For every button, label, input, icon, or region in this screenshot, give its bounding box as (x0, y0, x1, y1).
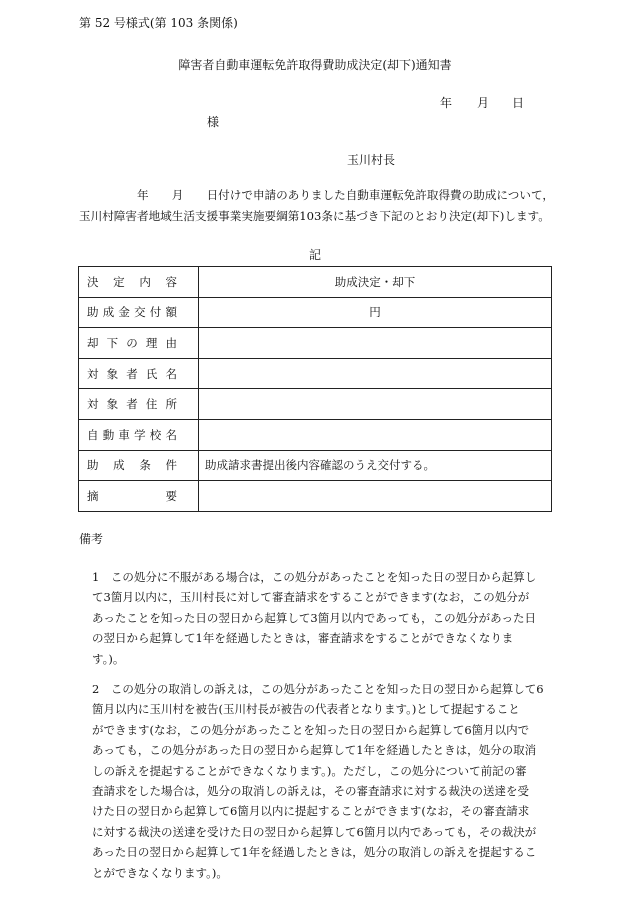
label-char: 付 (149, 305, 162, 320)
row-label-text (87, 396, 177, 412)
table-row (79, 267, 552, 298)
row-label-text (87, 335, 177, 351)
note-line: とができなくなります。)。 (92, 865, 228, 880)
note-line: に対する裁決の送達を受けた日の翌日から起算して6箇月以内であっても，その裁決が (92, 824, 537, 839)
row-label (79, 389, 199, 420)
row-label (79, 481, 199, 512)
row-label (79, 450, 199, 481)
body-line-2: 玉川村障害者地域生活支援事業実施要綱第103条に基づき下記のとおり決定(却下)します。 (79, 209, 550, 223)
label-char: の (126, 335, 138, 350)
note-line: けた日の翌日から起算して6箇月以内に提起することができます(なお，その審査請求 (92, 804, 530, 819)
label-char: 助 (87, 305, 99, 320)
label-char: 車 (118, 427, 130, 442)
row-label-text (87, 304, 177, 320)
row-value (199, 358, 552, 389)
label-char: 定 (113, 274, 125, 289)
table-row (79, 358, 552, 389)
label-char: 金 (118, 305, 130, 320)
note-line: あった日の翌日から起算して1年を経過したときは，処分の取消しの訴えを提起するこ (92, 845, 537, 860)
note-line: あっても，この処分があった日の翌日から起算して1年を経過したときは，処分の取消 (92, 743, 537, 758)
remarks-heading: 備考 (79, 532, 104, 546)
note-line: あったことを知った日の翌日から起算して3箇月以内であっても，この処分があった日 (92, 610, 536, 625)
label-char: 却 (87, 335, 99, 350)
row-value (199, 481, 552, 512)
label-char: 名 (165, 427, 177, 442)
note-line: の翌日から起算して1年を経過したときは，審査請求をすることができなくなりま (92, 631, 514, 646)
row-value: 円 (199, 297, 552, 328)
row-value (199, 389, 552, 420)
label-char: 象 (106, 397, 119, 412)
body-line-1: 年 月 日付けで申請のありました自動車運転免許取得費の助成について， (137, 188, 554, 202)
note-1 (92, 567, 536, 669)
label-char: 決 (87, 274, 99, 289)
row-label-text (87, 488, 177, 504)
label-char: 成 (102, 305, 115, 320)
label-char: 氏 (145, 366, 158, 381)
table-row (79, 389, 552, 420)
note-line: 箇月以内に玉川村を被告(玉川村長が被告の代表者となります。)として提起すること (92, 702, 520, 717)
label-char: 象 (106, 366, 119, 381)
label-char: 助 (87, 458, 99, 473)
row-label-text (87, 457, 177, 473)
note-line: す。)。 (92, 651, 125, 666)
issuer-name: 玉川村長 (347, 153, 396, 167)
note-line: て3箇月以内に，玉川村長に対して審査請求をすることができます(なお，この処分が (92, 590, 530, 605)
label-char: 条 (139, 458, 151, 473)
label-char: 対 (87, 397, 99, 412)
date-day: 日 (512, 96, 525, 110)
label-char: 要 (165, 488, 177, 503)
note-line: ができます(なお，この処分があったことを知った日の翌日から起算して6箇月以内で (92, 722, 530, 737)
label-char: 件 (165, 458, 177, 473)
label-char: 摘 (87, 488, 99, 503)
label-char: 理 (145, 335, 158, 350)
date-month: 月 (477, 96, 490, 110)
label-char: 由 (165, 335, 177, 350)
label-char: 校 (149, 427, 162, 442)
table-row (79, 297, 552, 328)
decision-table (78, 266, 552, 512)
row-label (79, 297, 199, 328)
row-label-text (87, 427, 177, 443)
form-number: 第 52 号様式(第 103 条関係) (79, 16, 238, 30)
date-year: 年 (440, 96, 453, 110)
body-text (79, 185, 554, 227)
note-line: しの訴えを提起することができなくなります。)。ただし，この処分について前記の審 (92, 763, 527, 778)
row-label (79, 419, 199, 450)
row-label (79, 267, 199, 298)
note-line: 2 この処分の取消しの訴えは，この処分があったことを知った日の翌日から起算して6 (92, 682, 544, 696)
label-char: 者 (126, 397, 138, 412)
label-char: 学 (134, 427, 146, 442)
label-char: 交 (134, 305, 146, 320)
table-row (79, 328, 552, 359)
row-value: 助成決定・却下 (199, 267, 552, 298)
label-char: 名 (165, 366, 177, 381)
table-row (79, 419, 552, 450)
label-char: 対 (87, 366, 99, 381)
label-char: 所 (165, 397, 177, 412)
ki-heading: 記 (308, 248, 321, 262)
label-char: 額 (165, 305, 177, 320)
addressee-suffix: 様 (207, 115, 220, 129)
row-value (199, 328, 552, 359)
label-char: 住 (145, 397, 158, 412)
date-line (440, 94, 524, 111)
label-char: 者 (126, 366, 138, 381)
label-char: 動 (102, 427, 115, 442)
row-value: 助成請求書提出後内容確認のうえ交付する。 (199, 450, 552, 481)
table-row (79, 450, 552, 481)
table-row (79, 481, 552, 512)
note-line: 1 この処分に不服がある場合は，この処分があったことを知った日の翌日から起算し (92, 570, 537, 584)
label-char: 成 (113, 458, 125, 473)
note-2 (92, 679, 544, 883)
note-line: 査請求をした場合は，処分の取消しの訴えは，その審査請求に対する裁決の送達を受 (92, 784, 529, 799)
label-char: 下 (106, 335, 119, 350)
document-title: 障害者自動車運転免許取得費助成決定(却下)通知書 (178, 58, 452, 72)
row-value (199, 419, 552, 450)
label-char: 自 (87, 427, 99, 442)
row-label (79, 358, 199, 389)
row-label-text (87, 366, 177, 382)
label-char: 容 (165, 274, 177, 289)
row-label (79, 328, 199, 359)
label-char: 内 (139, 274, 151, 289)
row-label-text (87, 274, 177, 290)
